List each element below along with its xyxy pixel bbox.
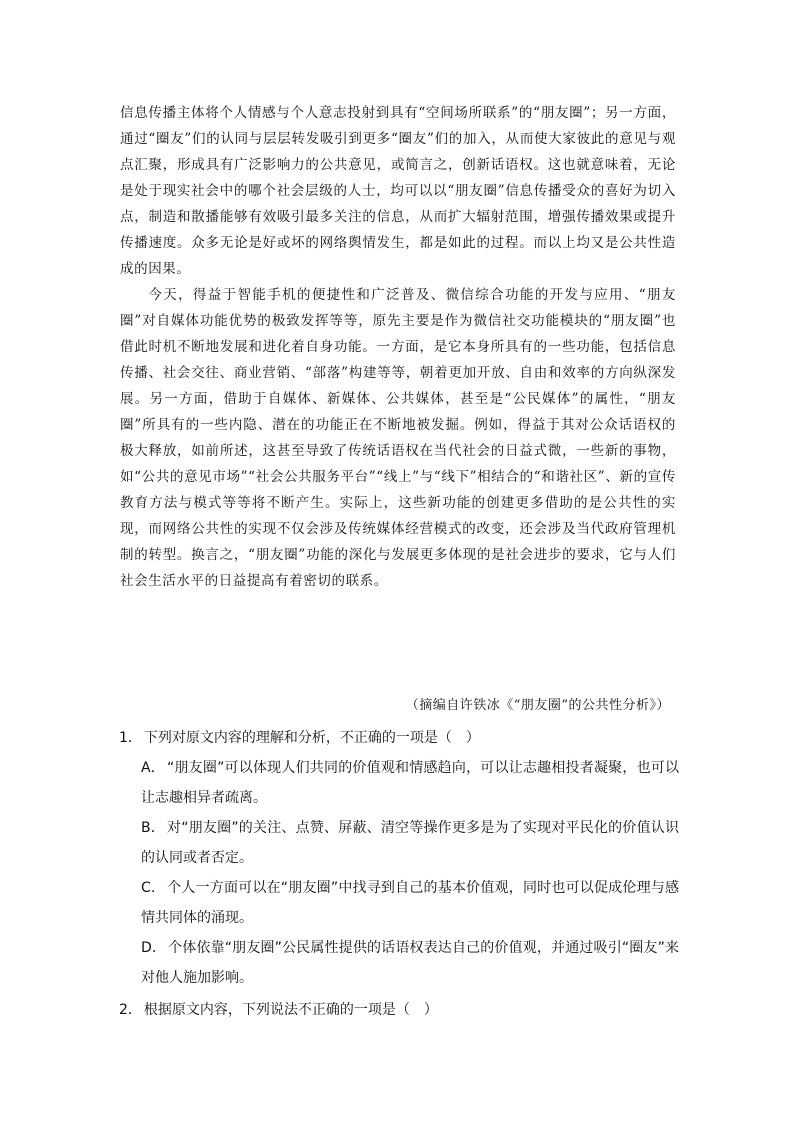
option-a[interactable] <box>119 753 679 813</box>
option-text: 对“朋友圈”的关注、点赞、屏蔽、清空等操作更多是为了实现对平民化的价值认识的认同或者否定。 <box>141 820 679 866</box>
option-label: A． <box>141 760 165 776</box>
question-stem <box>119 723 679 753</box>
option-text: 个体依靠“朋友圈”公民属性提供的话语权表达自己的价值观，并通过吸引“圈友”来对他人施加影响。 <box>141 940 680 986</box>
question-2 <box>119 995 679 1025</box>
passage-paragraph: 今天，得益于智能手机的便捷性和广泛普及、微信综合功能的开发与应用、“朋友圈”对自媒体功能优势的极致发挥等等，原先主要是作为微信社交功能模块的“朋友圈”也借此时机不断地发展和进化着自身功能。一方面，是它本身所具有的一些功能，包括信息传播、社会交往、商业营销、“部落”构建等等，朝着更加开放、自由和效率的方向纵深发展。另一方面，借助于自媒体、新媒体、公共媒体，甚至是“公民媒体”的属性，“朋友圈”所具有的一些内隐、潜在的功能正在不断地被发掘。例如，得益于其对公众话语权的极大释放，如前所述，这甚至导致了传统话语权在当代社会的日益式微，一些新的事物，如“公共的意见市场”“社会公共服务平台”“线上”与“线下”相结合的“和谐社区”、新的宣传教育方法与模式等等将不断产生。实际上，这些新功能的创建更多借助的是公共性的实现，而网络公共性的实现不仅会涉及传统媒体经营模式的改变，还会涉及当代政府管理机制的转型。换言之，“朋友圈”功能的深化与发展更多体现的是社会进步的要求，它与人们社会生活水平的日益提高有着密切的联系。 <box>120 287 676 589</box>
question-list <box>119 723 679 1025</box>
question-1 <box>119 723 679 993</box>
question-text: 根据原文内容，下列说法不正确的一项是（ ） <box>143 1002 438 1018</box>
option-c[interactable] <box>119 873 679 933</box>
source-citation: （摘编自许铁冰《“朋友圈”的公共性分析》） <box>405 698 670 713</box>
option-text: “朋友圈”可以体现人们共同的价值观和情感趋向，可以让志趣相投者凝聚，也可以让志趣相异者疏离。 <box>141 760 679 806</box>
option-label: B． <box>141 820 166 836</box>
question-text: 下列对原文内容的理解和分析，不正确的一项是（ ） <box>143 730 480 746</box>
option-label: D． <box>141 940 167 956</box>
reading-passage <box>120 100 676 594</box>
option-label: C． <box>141 880 166 896</box>
question-number: 1． <box>119 730 142 746</box>
option-d[interactable] <box>119 933 679 993</box>
question-stem <box>119 995 679 1025</box>
option-text: 个人一方面可以在“朋友圈”中找寻到自己的基本价值观，同时也可以促成伦理与感情共同体的涌现。 <box>141 880 679 926</box>
question-number: 2． <box>119 1002 142 1018</box>
passage-paragraph: 信息传播主体将个人情感与个人意志投射到具有“空间场所联系”的“朋友圈”；另一方面，通过“圈友”们的认同与层层转发吸引到更多“圈友”们的加入，从而使大家彼此的意见与观点汇聚，形成具有广泛影响力的公共意见，或简言之，创新话语权。这也就意味着，无论是处于现实社会中的哪个社会层级的人士，均可以以“朋友圈”信息传播受众的喜好为切入点，制造和散播能够有效吸引最多关注的信息，从而扩大辐射范围，增强传播效果或提升传播速度。众多无论是好或坏的网络舆情发生，都是如此的过程。而以上均又是公共性造成的因果。 <box>120 105 676 277</box>
option-b[interactable] <box>119 813 679 873</box>
